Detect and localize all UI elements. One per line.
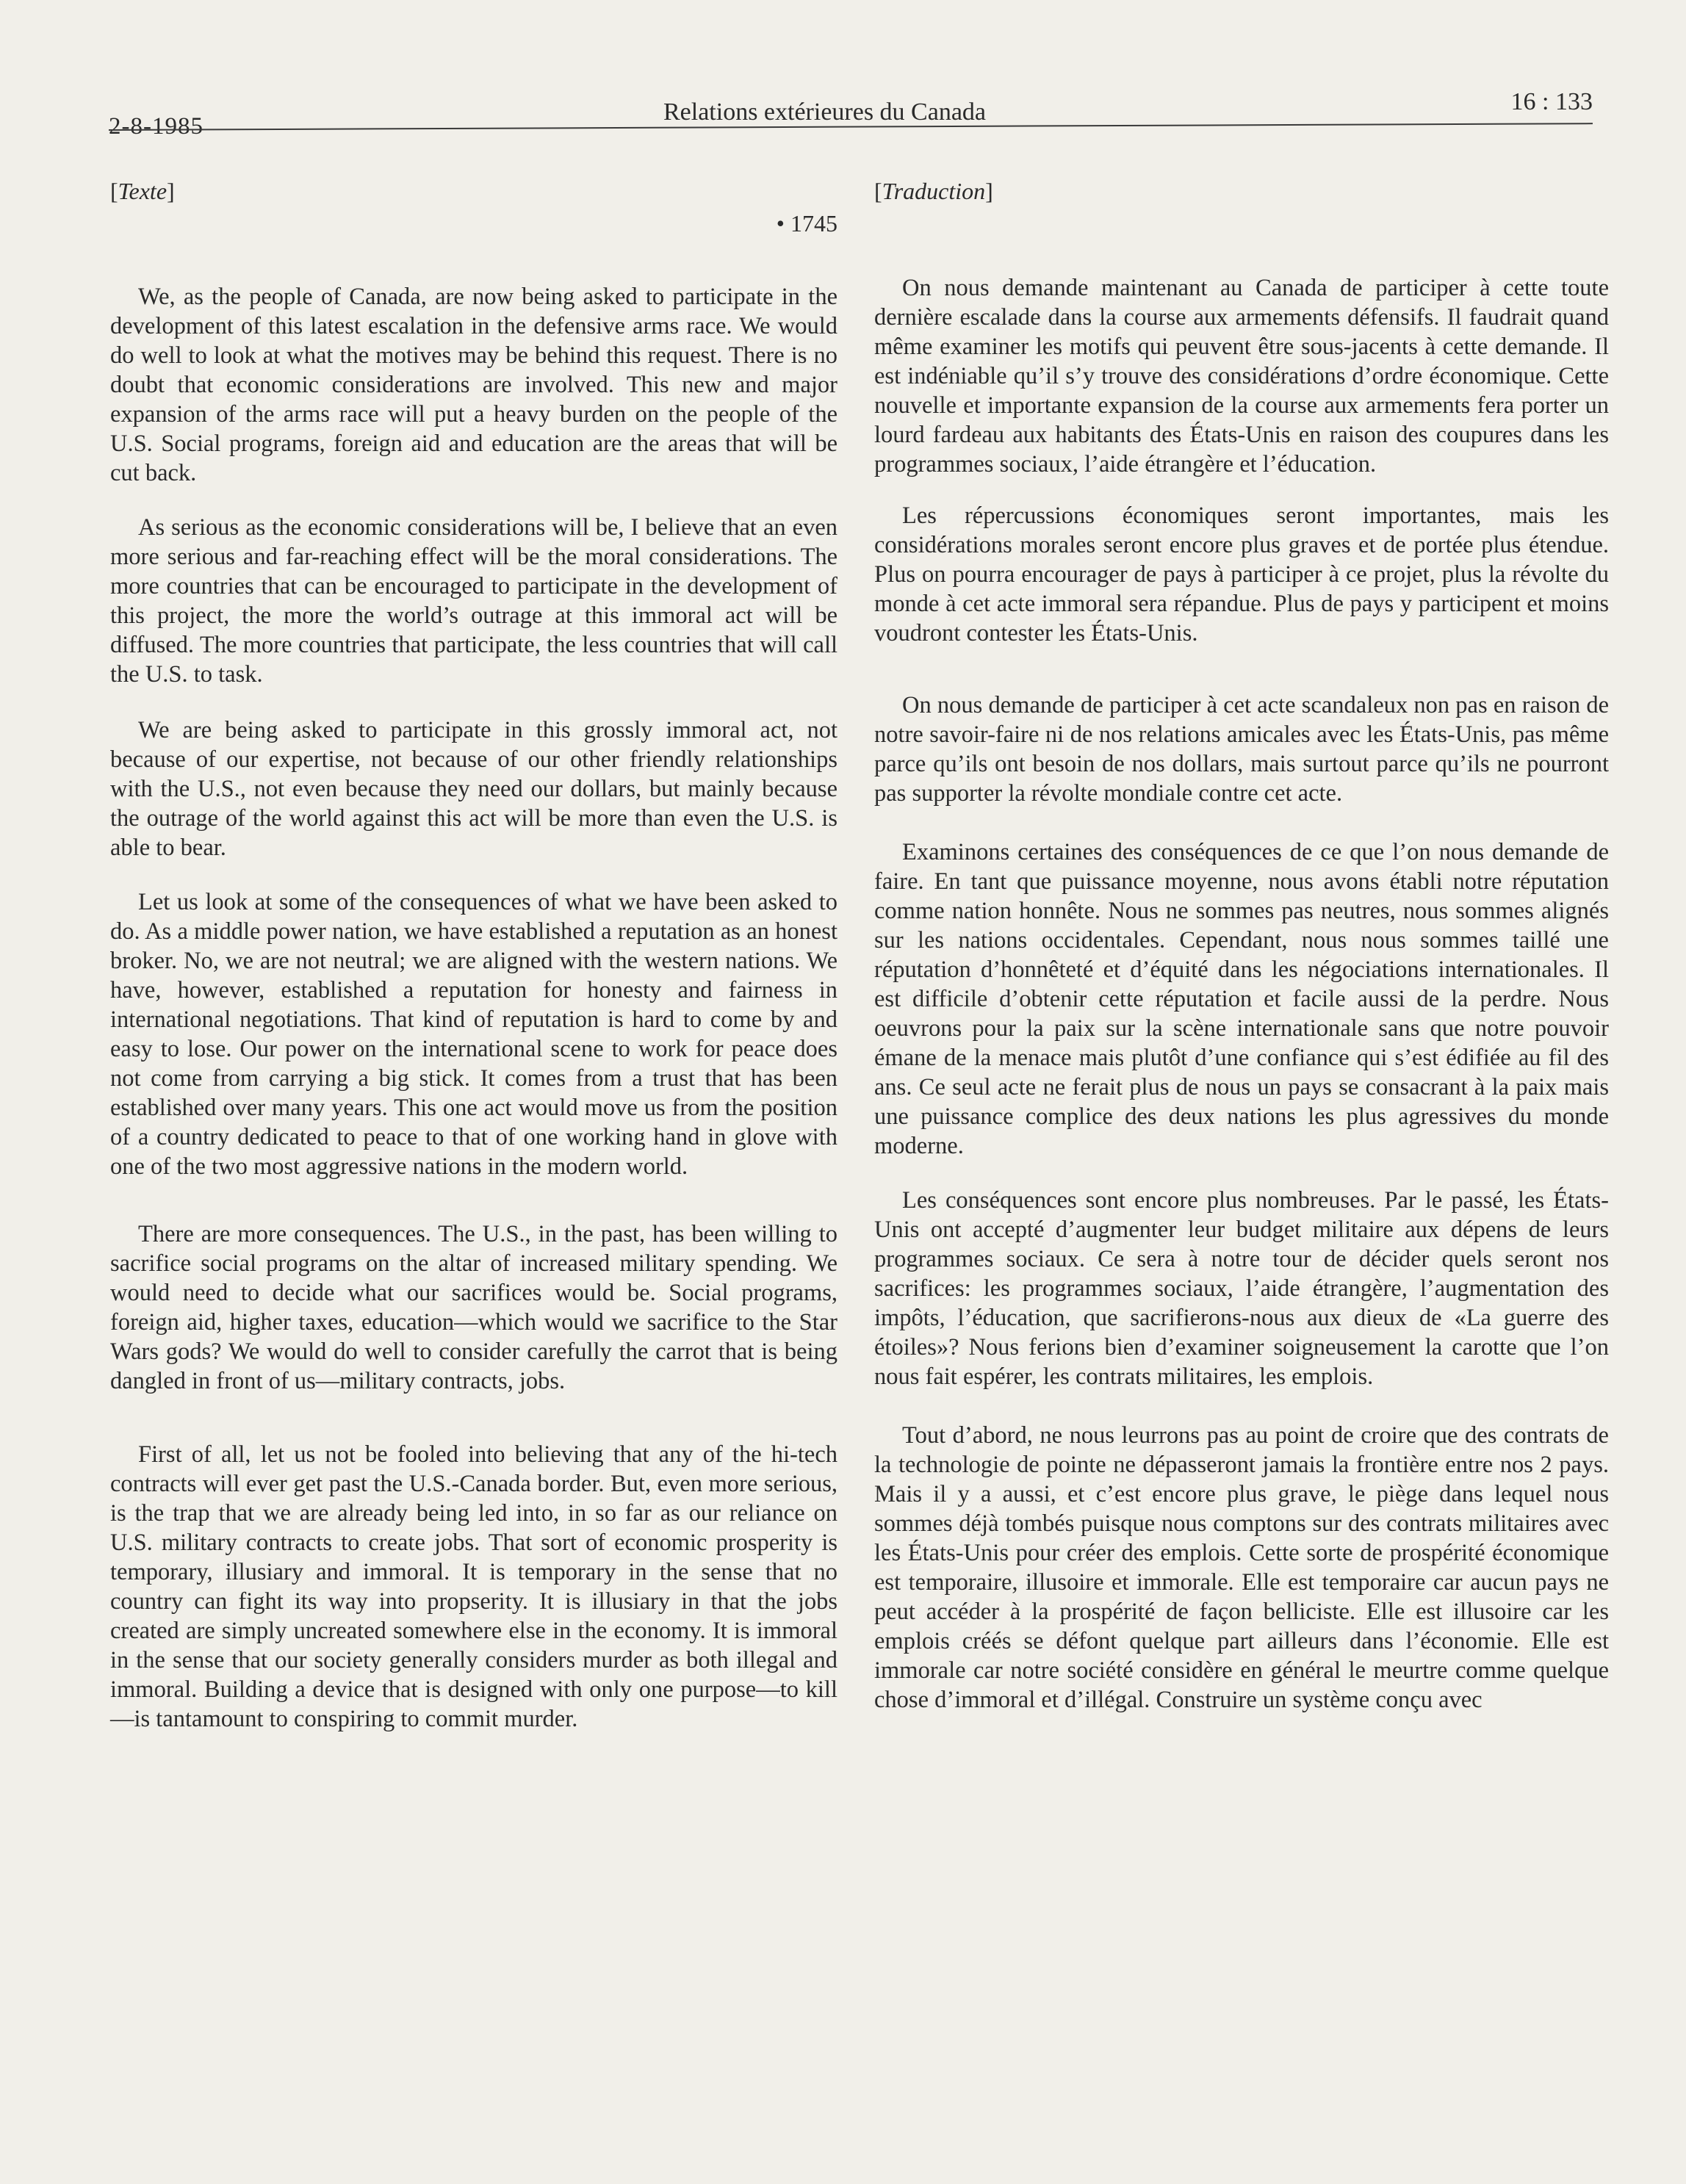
paragraph: On nous demande maintenant au Canada de participer à cette toute dernière escalade dans la course aux armements défensifs. Il faudrait quand même examiner les motifs qui peuvent être sous-jacents à cette demande. Il est indéniable qu’il s’y trouve des considérations d’ordre économique. Cette nouvelle et importante expansion de la course aux armements fera porter un lourd fardeau aux habitants des États-Unis en raison des coupures dans les programmes sociaux, l’aide étrangère et l’éducation. [874,275,1609,477]
paragraph: Les conséquences sont encore plus nombreuses. Par le passé, les États-Unis ont accepté d’augmenter leur budget militaire aux dépens de leurs programmes sociaux. Ce sera à notre tour de décider quels seront nos sacrifices: les programmes sociaux, l’aide étrangère, l’augmentation des impôts, l’éducation, que sacrifierons-nous aux dieux de «La guerre des étoiles»? Nous ferions bien d’examiner soigneusement la carotte que l’on nous fait espérer, les contrats militaires, les emplois. [874,1187,1609,1390]
header-date: 2-8-1985 [109,113,203,140]
section-label-traduction: [Traduction] [874,178,993,204]
page-number: 16 : 133 [1510,88,1593,115]
paragraph: Let us look at some of the consequences of what we have been asked to do. As a middle power nation, we have established a reputation as an honest broker. No, we are not neutral; we are aligned with the western nations. We have, however, established a reputation for honesty and fairness in international negotiations. That kind of reputation is hard to come by and easy to lose. Our power on the international scene to work for peace does not come from carrying a big stick. It comes from a trust that has been established over many years. This one act would move us from the position of a country dedicated to peace to that of one working hand in glove with one of the two most aggressive nations in the modern world. [110,889,837,1180]
paragraph: First of all, let us not be fooled into believing that any of the hi-tech contracts will ever get past the U.S.-Canada border. But, even more serious, is the trap that we are already being led into, in so far as our reliance on U.S. military contracts to create jobs. That sort of economic prosperity is temporary, illusiary and immoral. It is temporary in the sense that no country can fight its way into propserity. It is illusiary in that the jobs created are simply uncreated somewhere else in the economy. It is immoral in the sense that our society generally considers murder as both illegal and immoral. Building a device that is designed with only one purpose—to kill—is tantamount to conspiring to commit murder. [110,1441,837,1732]
paragraph: We, as the people of Canada, are now being asked to participate in the development of this latest escalation in the defensive arms race. We would do well to look at what the motives may be behind this request. There is no doubt that economic considerations are involved. This new and major expansion of the arms race will put a heavy burden on the people of the U.S. Social programs, foreign aid and education are the areas that will be cut back. [110,284,837,486]
paragraph: There are more consequences. The U.S., in the past, has been willing to sacrifice social programs on the altar of increased military spending. We would need to decide what our sacrifices would be. Social programs, foreign aid, higher taxes, education—which would we sacrifice to the Star Wars gods? We would do well to consider carefully the carrot that is being dangled in front of us—military contracts, jobs. [110,1221,837,1394]
paragraph: As serious as the economic considerations will be, I believe that an even more serious and far-reaching effect will be the moral considerations. The more countries that can be encouraged to participate in the development of this project, the more the world’s outrage at this immoral act will be diffused. The more countries that participate, the less countries that will call the U.S. to task. [110,514,837,688]
journal-title: Relations extérieures du Canada [663,98,987,126]
paragraph: We are being asked to participate in this grossly immoral act, not because of our expertise, not because of our other friendly relationships with the U.S., not even because they need our dollars, but mainly because the outrage of the world against this act will be more than even the U.S. is able to bear. [110,717,837,861]
english-column [110,176,837,1734]
paragraph: Examinons certaines des conséquences de ce que l’on nous demande de faire. En tant que puissance moyenne, nous avons établi notre réputation comme nation honnête. Nous ne sommes pas neutres, nous sommes alignés sur les nations occidentales. Cependant, nous nous sommes taillé une réputation d’honnêteté et d’équité dans les négociations internationales. Il est difficile d’obtenir cette réputation et facile aussi de la perdre. Nous oeuvrons pour la paix sur la scène internationale sans que notre pouvoir émane de la menace mais plutôt d’une confiance qui s’est édifiée au fil des ans. Ce seul acte ne ferait plus de nous un pays se consacrant à la paix mais une puissance complice des deux nations les plus agressives du monde moderne. [874,839,1609,1159]
paragraph: Les répercussions économiques seront importantes, mais les considérations morales seront encore plus graves et de portée plus étendue. Plus on pourra encourager de pays à participer à ce projet, plus la révolte du monde à cet acte immoral sera répandue. Plus de pays y participent et moins voudront contester les États-Unis. [874,502,1609,646]
section-label-texte: [Texte] [110,178,175,204]
french-column [874,176,1609,1715]
time-marker: • 1745 [776,210,837,237]
paragraph: Tout d’abord, ne nous leurrons pas au point de croire que des contrats de la technologie de pointe ne dépasseront jamais la frontière entre nos 2 pays. Mais il y a aussi, et c’est encore plus grave, le piège dans lequel nous sommes déjà tombés puisque nous comptons sur des contrats militaires avec les États-Unis pour créer des emplois. Cette sorte de prospérité économique est temporaire, illusoire et immorale. Elle est temporaire car aucun pays ne peut accéder à la prospérité de façon belliciste. Elle est illusoire car les emplois créés se défont quelque part ailleurs dans l’économie. Elle est immorale car notre société considère en général le meurtre comme quelque chose d’immoral et d’illégal. Construire un système conçu avec [874,1422,1609,1713]
paragraph: On nous demande de participer à cet acte scandaleux non pas en raison de notre savoir-faire ni de nos relations amicales avec les États-Unis, pas même parce qu’ils ont besoin de nos dollars, mais surtout parce qu’ils ne pourront pas supporter la révolte mondiale contre cet acte. [874,692,1609,807]
